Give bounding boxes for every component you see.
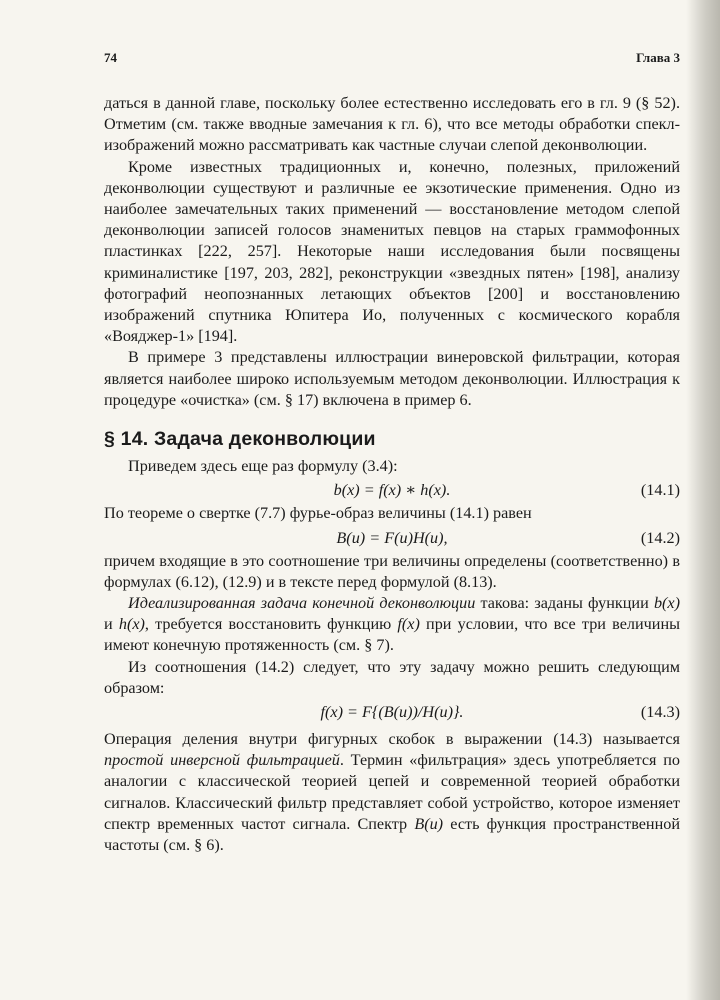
equation-number: (14.1) <box>640 481 680 500</box>
text-segment: при условии, что все три величины имеют конечную протяженность (см. § 7). <box>104 615 680 655</box>
page-binding-shadow <box>686 0 720 1000</box>
paragraph-solution: Из соотношения (14.2) следует, что эту задачу можно решить следующим образом: <box>104 657 680 697</box>
equation-14-1 <box>104 477 680 503</box>
page-body <box>104 93 680 856</box>
text-segment: Операция деления внутри фигурных скобок в выражении (14.3) называется <box>104 730 680 749</box>
text-segment: есть функция пространственной частоты (см. § 6). <box>104 814 681 855</box>
text-segment: и <box>104 615 119 634</box>
equation-expression: B(u) = F(u)H(u), <box>336 528 448 547</box>
equation-number: (14.2) <box>640 528 680 547</box>
equation-number: (14.3) <box>640 703 680 722</box>
equation-expression: b(x) = f(x) ∗ h(x). <box>333 481 451 500</box>
equation-expression: f(x) = F{(B(u))/H(u)}. <box>320 703 464 722</box>
paragraph-applications: Кроме известных традиционных и, конечно, полезных, приложений деконволюции существуют и различные ее экзотические применения. Одно из наиболее замечательных таких применений — восстановление методом слепой деконволюции записей голосов знаменитых певцов на старых граммофонных пластинках [222, 257]. Некоторые наши исследования были посвящены криминалистике [197, 203, 282], реконструкции «звездных пятен» [198], анализу фотографий неопознанных летающих объектов [200] и восстановлению изображений спутника Юпитера Ио, полученных с космического корабля «Вояджер-1» [194]. <box>104 157 680 346</box>
math-fx: f(x) <box>397 615 420 634</box>
paragraph-continuation: даться в данной главе, поскольку более естественно исследовать его в гл. 9 (§ 52). Отметим (см. также вводные замечания к гл. 6), что все методы обработки спекл-изображений можно рассматривать как частные случаи слепой деконволюции. <box>104 94 680 155</box>
text-segment: такова: заданы функции <box>475 594 654 613</box>
text-segment: , требуется восстановить функцию <box>144 615 398 634</box>
term-ideal-problem: Идеализированная задача конечной деконволюции <box>128 594 476 613</box>
paragraph-convolution-theorem: По теореме о свертке (7.7) фурье-образ величины (14.1) равен <box>104 504 532 523</box>
term-inverse-filtering: простой инверсной фильтрацией <box>104 751 340 770</box>
math-hx: h(x) <box>118 615 145 634</box>
math-bx: b(x) <box>653 594 680 613</box>
paragraph-examples: В примере 3 представлены иллюстрации винеровской фильтрации, которая является наиболее широко используемым методом деконволюции. Иллюстрация к процедуре «очистка» (см. § 17) включена в пример 6. <box>104 348 680 409</box>
paragraph-ideal-problem <box>104 593 680 657</box>
paragraph-formula-intro: Приведем здесь еще раз формулу (3.4): <box>128 457 398 476</box>
page-number: 74 <box>104 50 117 65</box>
equation-14-3 <box>104 699 680 725</box>
equation-14-2 <box>104 525 680 551</box>
chapter-title: Глава 3 <box>636 50 680 65</box>
text-segment: . Термин «фильтрация» здесь употребляется по аналогии с классической теорией цепей и современной теорией обработки сигналов. Классический фильтр представляет собой устройство, которое изменяет спектр временных частот сигнала. Спектр <box>104 751 680 833</box>
section-heading: § 14. Задача деконволюции <box>104 428 376 451</box>
paragraph-definitions: причем входящие в это соотношение три величины определены (соответственно) в формулах (6.12), (12.9) и в тексте перед формулой (8.13). <box>104 551 680 591</box>
math-Bu: B(u) <box>414 814 444 833</box>
paragraph-inverse-filtering <box>104 729 680 856</box>
